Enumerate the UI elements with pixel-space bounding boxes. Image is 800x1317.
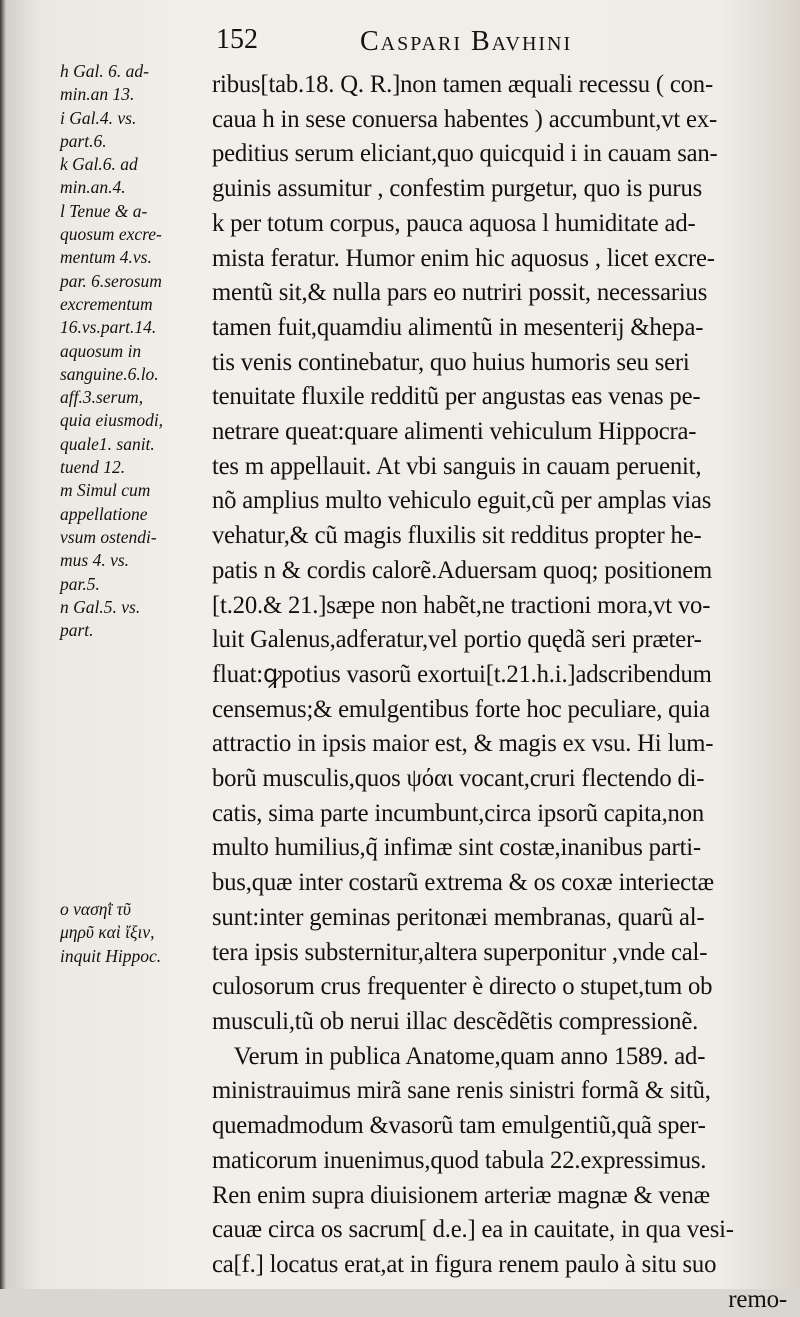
margin-note-line: min.an 13. [60,84,135,105]
text-line: tenuitate fluxile redditũ per angustas eas venas pe- [212,383,701,411]
text-line: guinis assumitur , confestim purgetur, quo is purus [212,175,703,203]
margin-note-line: par.5. [60,573,100,594]
text-line: netrare queat:quare alimenti vehiculum Hippocra- [212,418,697,446]
text-line: vehatur,& cũ magis fluxilis sit redditus propter he- [212,522,702,550]
text-line: ribus[tab.18. Q. R.]non tamen æquali recessu ( con- [212,71,713,98]
text-line: mentũ sit,& nulla pars eo nutriri possit, necessarius [212,279,708,307]
margin-note-line: excrementum [60,293,153,314]
text-line: fluat:ꝙpotius vasorũ exortui[t.21.h.i.]adscribendum [212,660,712,688]
margin-note-line: par. 6.serosum [60,270,162,291]
margin-note-line: aff.3.serum, [60,387,144,408]
text-line: musculi,tũ ob nerui illac descẽdẽtis compressionẽ. [212,1007,699,1035]
margin-note-line: mus 4. vs. [60,550,130,571]
margin-note-line: tuend 12. [60,457,126,478]
text-line: cauæ circa os sacrum[ d.e.] ea in cauitate, in qua vesi- [212,1216,734,1244]
margin-note-line: h Gal. 6. ad- [60,61,149,81]
margin-note-line: quia eiusmodi, [60,410,164,431]
margin-note-line: aquosum in [60,340,142,361]
margin-note-block [60,60,163,642]
text-line: ministrauimus mirã sane renis sinistri formã & sitũ, [212,1077,711,1105]
margin-note-line: min.an.4. [60,177,126,198]
margin-note-line: 16.vs.part.14. [60,317,157,338]
text-line: mista feratur. Humor enim hic aquosus , licet excre- [212,244,715,272]
text-line: [t.20.& 21.]sæpe non habẽt,ne tractioni mora,vt vo- [212,591,711,619]
margin-note-line: inquit Hippoc. [60,945,162,966]
text-line: Verum in publica Anatome,quam anno 1589. ad- [233,1042,706,1070]
margin-note-line: μηρῦ καὶ ἴξιν, [60,922,155,943]
margin-note-line: k Gal.6. ad [60,154,138,175]
margin-note-block [60,898,161,968]
text-line: tamen fuit,quamdiu alimentũ in mesenterij &hepa- [212,313,704,341]
margin-note-line: vsum ostendi- [60,526,157,547]
page-number: 152 [216,24,258,55]
main-text-block [212,68,797,1317]
margin-note-line: part.6. [60,130,107,151]
text-line: Ren enim supra diuisionem arteriæ magnæ & venæ [212,1181,710,1209]
text-line: censemus;& emulgentibus forte hoc peculiare, quia [212,695,710,723]
text-line: tera ipsis substernitur,altera superponitur ,vnde cal- [212,938,708,966]
margin-note-line: i Gal.4. vs. [60,107,137,128]
text-line: luit Galenus,adferatur,vel portio quędã seri præter- [212,626,702,654]
text-line: tes m appellauit. At vbi sanguis in cauam peruenit, [212,452,702,480]
text-line: tis venis continebatur, quo huius humoris seu seri [212,348,690,376]
margin-note-line: quale1. sanit. [60,433,155,454]
margin-note-line: part. [60,620,94,641]
margin-note-line: mentum 4.vs. [60,247,152,268]
margin-note-line: sanguine.6.lo. [60,363,159,384]
text-line: peditius serum eliciant,quo quicquid i in cauam san- [212,140,718,168]
text-line: ca[f.] locatus erat,at in figura renem paulo à situ suo [212,1250,717,1278]
text-line: sunt:inter geminas peritonæi membranas, quarũ al- [212,903,705,931]
text-line: maticorum inuenimus,quod tabula 22.expressimus. [212,1146,707,1174]
text-line: remo- [728,1285,787,1313]
running-title: Caspari Bavhini [360,26,573,57]
text-line: nõ amplius multo vehiculo eguit,cũ per amplas vias [212,487,712,515]
text-line: patis n & cordis calorẽ.Aduersam quoq; positionem [212,556,713,584]
margin-note-line: o νασηῒ τῦ [60,899,131,919]
text-line: catis, sima parte incumbunt,circa ipsorũ capita,non [212,799,705,827]
margin-note-line: appellatione [60,503,148,524]
text-line: k per totum corpus, pauca aquosa l humiditate ad- [212,209,696,237]
text-line: culosorum crus frequenter è directo o stupet,tum ob [212,973,713,1001]
text-line: multo humilius,q̃ infimæ sint costæ,inanibus parti- [212,834,701,862]
margin-note-line: quosum excre- [60,224,162,245]
margin-note-line: m Simul cum [60,480,151,501]
margin-note-line: l Tenue & a- [60,200,148,221]
text-line: quemadmodum &vasorũ tam emulgentiũ,quã sper- [212,1112,706,1140]
text-line: bus,quæ inter costarũ extrema & os coxæ interiectæ [212,869,714,897]
text-line: borũ musculis,quos ψόαι vocant,cruri flectendo di- [212,765,705,793]
binding-shadow [0,0,6,1289]
text-line: caua h in sese conuersa habentes ) accumbunt,vt ex- [212,105,718,133]
margin-note-line: n Gal.5. vs. [60,596,141,617]
page-header [210,22,790,62]
text-line: attractio in ipsis maior est, & magis ex vsu. Hi lum- [212,730,714,758]
